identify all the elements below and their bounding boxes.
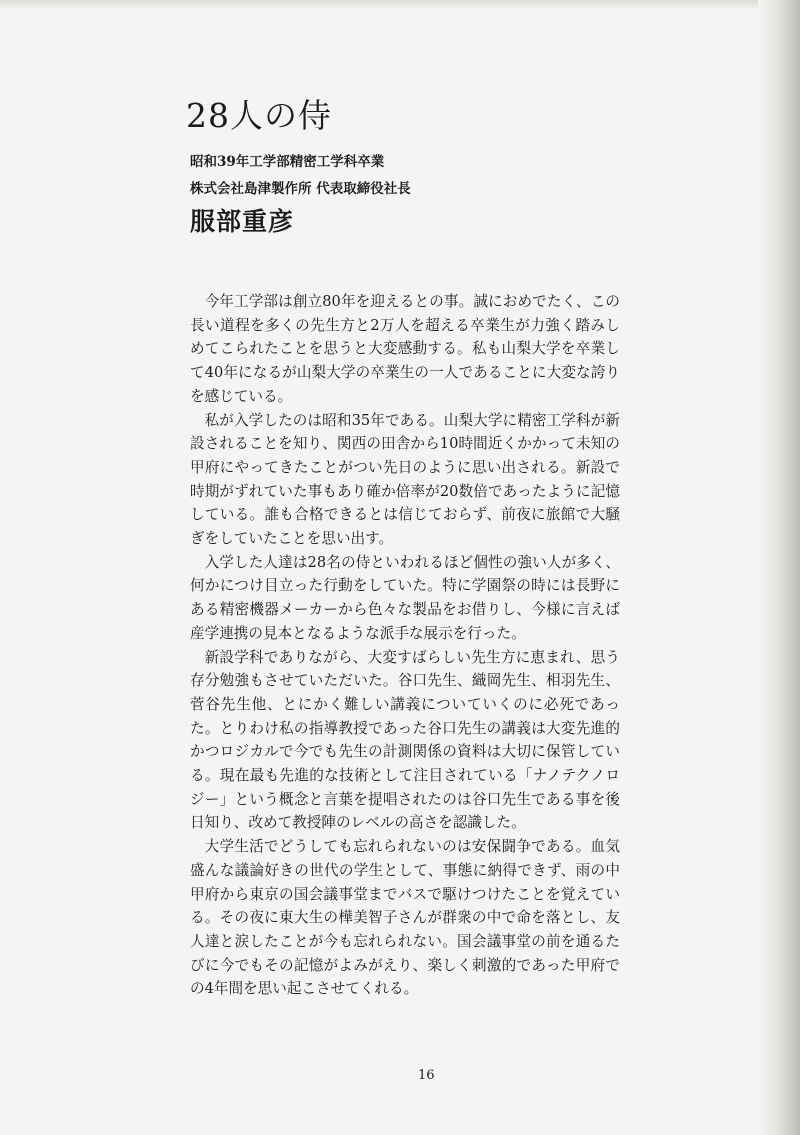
scan-binding-shadow	[758, 0, 800, 1135]
author-name: 服部重彦	[190, 207, 295, 236]
paragraph: 新設学科でありながら、大変すばらしい先生方に恵まれ、思う存分勉強もさせていただいた。谷口先生、織岡先生、相羽先生、菅谷先生他、とにかく難しい講義についていくのに必死であった。とりわけ私の指導教授であった谷口先生の講義は大変先進的かつロジカルで今でも先生の計測関係の資料は大切に保管している。現在最も先進的な技術として注目されている「ナノテクノロジー」という概念と言葉を提唱されたのは谷口先生である事を後日知り、改めて教授陣のレベルの高さを認識した。	[190, 648, 620, 832]
author-position: 株式会社島津製作所 代表取締役社長	[190, 181, 411, 197]
paragraph: 今年工学部は創立80年を迎えるとの事。誠におめでたく、この長い道程を多くの先生方と2万人を超える卒業生が力強く踏みしめてこられたことを思うと大変感動する。私も山梨大学を卒業して40年になるが山梨大学の卒業生の一人であることに大変な誇りを感じている。	[190, 293, 620, 405]
article-body	[190, 290, 620, 1001]
author-graduation: 昭和39年工学部精密工学科卒業	[190, 154, 385, 170]
page-number: 16	[418, 1068, 435, 1083]
paragraph: 大学生活でどうしても忘れられないのは安保闘争である。血気盛んな議論好きの世代の学生として、事態に納得できず、雨の中甲府から東京の国会議事堂までバスで駆けつけたことを覚えている。その夜に東大生の樺美智子さんが群衆の中で命を落とし、友人達と涙したことが今も忘れられない。国会議事堂の前を通るたびに今でもその記憶がよみがえり、楽しく刺激的であった甲府での4年間を思い起こさせてくれる。	[190, 838, 620, 998]
paragraph: 入学した人達は28名の侍といわれるほど個性の強い人が多く、何かにつけ目立った行動をしていた。特に学園祭の時には長野にある精密機器メーカーから色々な製品をお借りし、今様に言えば産学連携の見本となるような派手な展示を行った。	[190, 553, 620, 642]
paragraph: 私が入学したのは昭和35年である。山梨大学に精密工学科が新設されることを知り、関西の田舎から10時間近くかかって未知の甲府にやってきたことがつい先日のように思い出される。新設で時期がずれていた事もあり確か倍率が20数倍であったように記憶している。誰も合格できるとは信じておらず、前夜に旅館で大騒ぎをしていたことを思い出す。	[190, 411, 620, 548]
article-title: 28人の侍	[186, 96, 332, 135]
